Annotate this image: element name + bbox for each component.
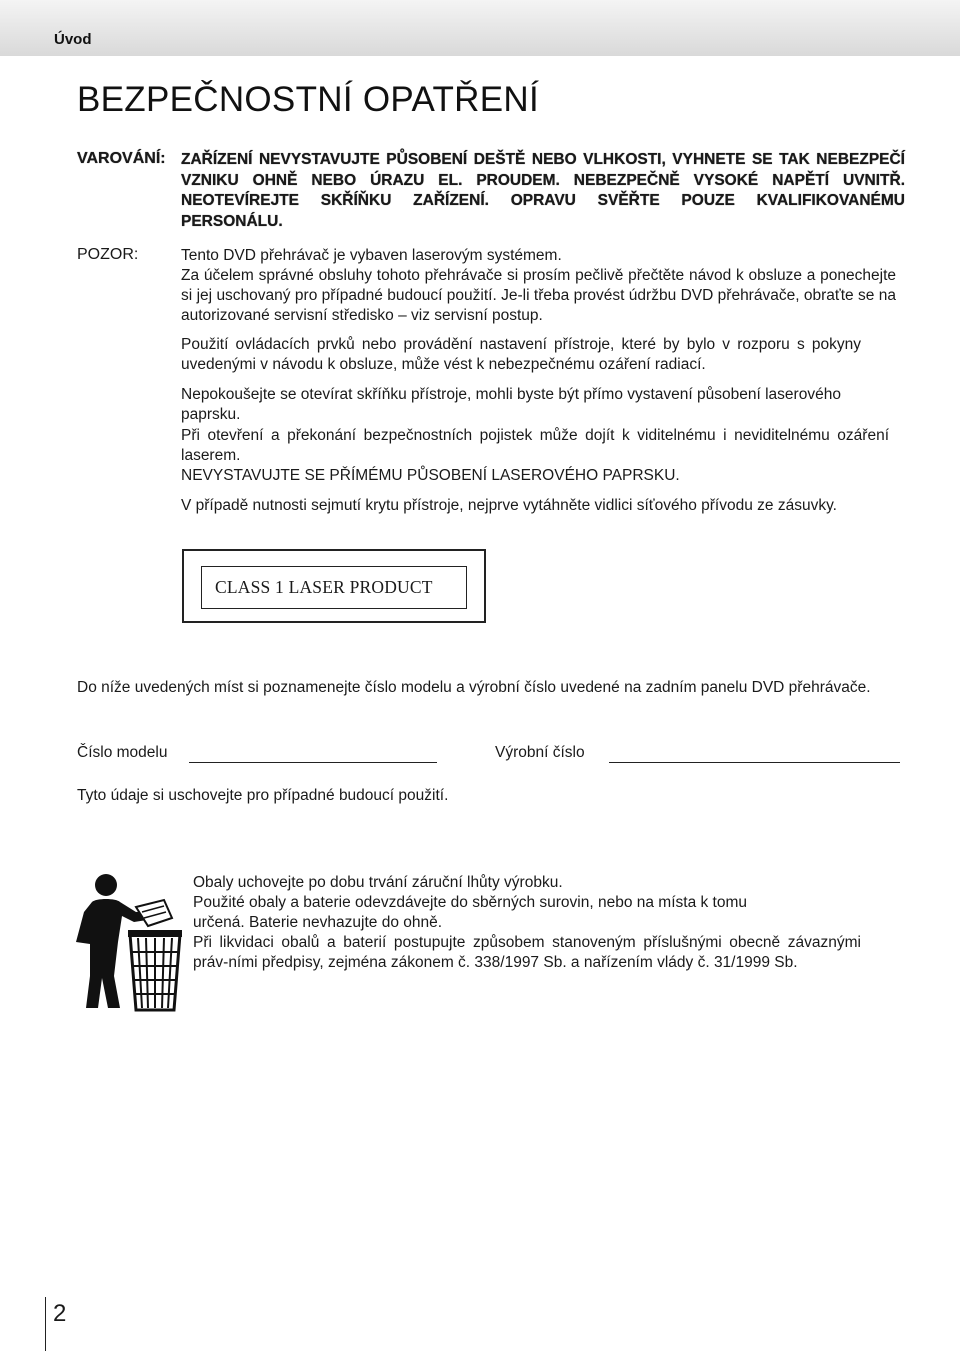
laser-class-text: CLASS 1 LASER PRODUCT xyxy=(201,566,467,609)
caution-paragraph: Za účelem správné obsluhy tohoto přehrávače si prosím pečlivě přečtěte návod k obsluze a ponechejte si jej uschovaný pro případné budoucí použití. Je-li třeba provést údržbu DVD přehrávače, obraťte se na autorizované servisní středisko – viz servisní postup. xyxy=(181,267,896,324)
caution-label: POZOR: xyxy=(77,246,139,263)
page-rule xyxy=(45,1297,46,1351)
recycling-line: Obaly uchovejte po dobu trvání záruční lhůty výrobku. xyxy=(193,874,563,891)
serial-number-line[interactable] xyxy=(609,762,900,763)
recycling-paragraph xyxy=(193,873,865,973)
section-label: Úvod xyxy=(54,31,92,48)
model-number-line[interactable] xyxy=(189,762,437,763)
page-number: 2 xyxy=(53,1300,67,1327)
litter-bin-icon xyxy=(74,872,182,1012)
serial-number-label: Výrobní číslo xyxy=(495,744,585,761)
warning-text: ZAŘÍZENÍ NEVYSTAVUJTE PŮSOBENÍ DEŠTĚ NEBO VLHKOSTI, VYHNETE SE TAK NEBEZPEČÍ VZNIKU OHNĚ NEBO ÚRAZU EL. PROUDEM. NEBEZPEČNĚ VYSOKÉ NAPĚTÍ UVNITŘ. NEOTEVÍREJTE SKŘÍŇKU ZAŘÍZENÍ. OPRAVU SVĚŘTE POUZE KVALIFIKOVANÉMU PERSONÁLU. xyxy=(181,151,905,230)
model-number-label: Číslo modelu xyxy=(77,744,168,761)
recycling-line: Použité obaly a baterie odevzdávejte do sběrných surovin, nebo na místa k tomu určená. Baterie nevhazujte do ohně. xyxy=(193,894,748,931)
page-title: BEZPEČNOSTNÍ OPATŘENÍ xyxy=(77,80,540,119)
caution-paragraph: V případě nutnosti sejmutí krytu přístroje, nejprve vytáhněte vidlici síťového přívodu ze zásuvky. xyxy=(181,497,837,514)
caution-paragraph: Použití ovládacích prvků nebo provádění nastavení přístroje, které by bylo v rozporu s pokyny uvedenými v návodu k obsluze, může vést k nebezpečnému ozáření radiací. xyxy=(181,336,861,373)
caution-paragraph: Nepokoušejte se otevírat skříňku přístroje, mohli byste být přímo vystavení působení laserového paprsku. xyxy=(181,386,841,423)
caution-paragraph: Tento DVD přehrávač je vybaven laserovým systémem. xyxy=(181,247,562,264)
caution-paragraph: Při otevření a překonání bezpečnostních pojistek může dojít k viditelnému i neviditelnému ozáření laserem. xyxy=(181,427,889,464)
header-bar xyxy=(0,0,960,56)
caution-paragraph: NEVYSTAVUJTE SE PŘÍMÉMU PŮSOBENÍ LASEROVÉHO PAPRSKU. xyxy=(181,467,680,484)
record-note: Do níže uvedených míst si poznamenejte číslo modelu a výrobní číslo uvedené na zadním panelu DVD přehrávače. xyxy=(77,679,871,696)
keep-note: Tyto údaje si uschovejte pro případné budoucí použití. xyxy=(77,787,449,804)
warning-label: VAROVÁNÍ: xyxy=(77,150,166,167)
recycling-line: Při likvidaci obalů a baterií postupujte způsobem stanoveným příslušnými obecně závaznými práv-ními předpisy, zejména zákonem č. 338/1997 Sb. a nařízením vlády č. 31/1999 Sb. xyxy=(193,934,861,971)
laser-class-label xyxy=(182,549,486,623)
